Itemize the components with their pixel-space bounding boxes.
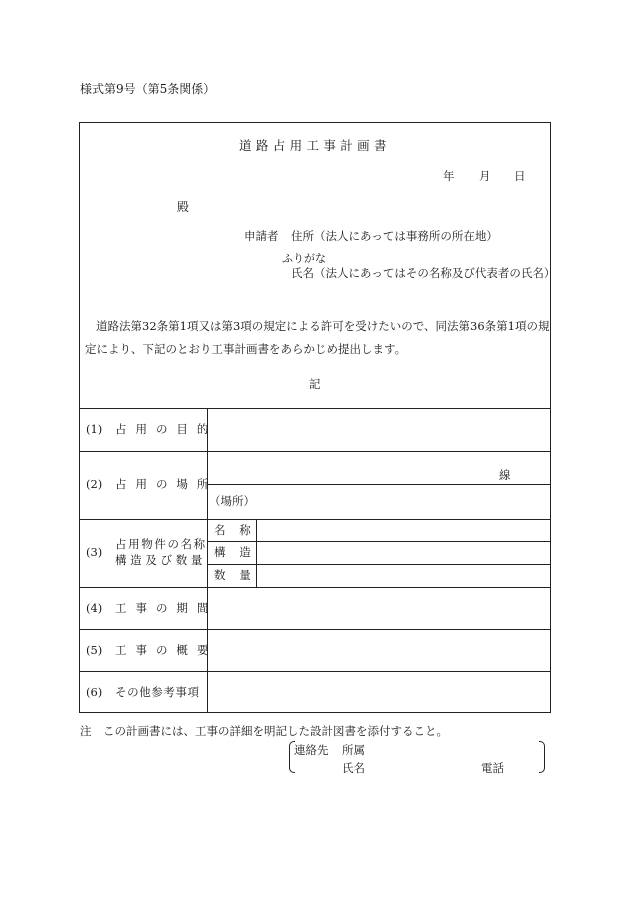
- contact-name-label: 氏名: [342, 761, 365, 775]
- object-structure-field[interactable]: [257, 542, 550, 564]
- row-object-label-line2: 構造及び数量: [115, 553, 207, 567]
- applicant-label: 申請者: [244, 229, 279, 243]
- period-field[interactable]: [208, 588, 550, 629]
- body-text-line2: 定により、下記のとおり工事計画書をあらかじめ提出します。: [85, 342, 407, 356]
- form-title: 道路占用工事計画書: [239, 138, 391, 153]
- row-purpose-label-text: 占用の目的: [115, 422, 218, 436]
- contact-label: 連絡先: [294, 743, 329, 757]
- place-field[interactable]: [260, 485, 550, 519]
- row-summary-number: (5): [86, 643, 103, 657]
- object-name-label: 名称: [214, 523, 265, 537]
- row-place-label: 占用の場所: [115, 477, 218, 491]
- row-object-number: (3): [86, 545, 103, 559]
- attachment-note: 注 この計画書には、工事の詳細を明記した設計図書を添付すること。: [80, 724, 448, 738]
- object-name-field[interactable]: [257, 520, 550, 541]
- purpose-field[interactable]: [208, 409, 550, 451]
- contact-department-label: 所属: [342, 743, 365, 757]
- summary-field[interactable]: [208, 630, 550, 671]
- row-purpose-number: (1): [86, 422, 103, 436]
- route-field[interactable]: [208, 452, 496, 484]
- row-summary-label: 工事の概要: [115, 643, 218, 657]
- addressee-suffix: 殿: [177, 200, 190, 214]
- other-field[interactable]: [208, 672, 550, 712]
- row-other-number: (6): [86, 685, 103, 699]
- date-day-label: 日: [514, 169, 526, 183]
- object-quantity-field[interactable]: [257, 565, 550, 587]
- row-other-label: その他参考事項: [115, 685, 200, 699]
- contact-bracket-right: [539, 741, 545, 773]
- date-year-label: 年: [443, 169, 455, 183]
- row-period-number: (4): [86, 601, 103, 615]
- form-sheet: [79, 122, 556, 713]
- furigana-label: ふりがな: [282, 252, 326, 265]
- contact-phone-label: 電話: [481, 761, 504, 775]
- body-text-line1: 道路法第32条第1項又は第3項の規定による許可を受けたいので、同法第36条第1項の規: [96, 319, 550, 333]
- applicant-address-label: 住所（法人にあっては事務所の所在地）: [291, 229, 498, 243]
- place-sub-label: （場所）: [209, 494, 255, 508]
- object-structure-label: 構造: [214, 545, 265, 559]
- row-period-label: 工事の期間: [115, 601, 218, 615]
- object-quantity-label: 数量: [214, 568, 265, 582]
- ki-heading: 記: [309, 377, 321, 391]
- row-object-label-line1: 占用物件の名称: [115, 537, 207, 551]
- applicant-name-label: 氏名（法人にあってはその名称及び代表者の氏名）: [291, 266, 556, 280]
- route-suffix: 線: [499, 468, 511, 482]
- row-purpose-label: [115, 422, 218, 436]
- form-number: 様式第9号（第5条関係）: [80, 82, 216, 96]
- date-month-label: 月: [479, 169, 491, 183]
- row-place-number: (2): [86, 477, 103, 491]
